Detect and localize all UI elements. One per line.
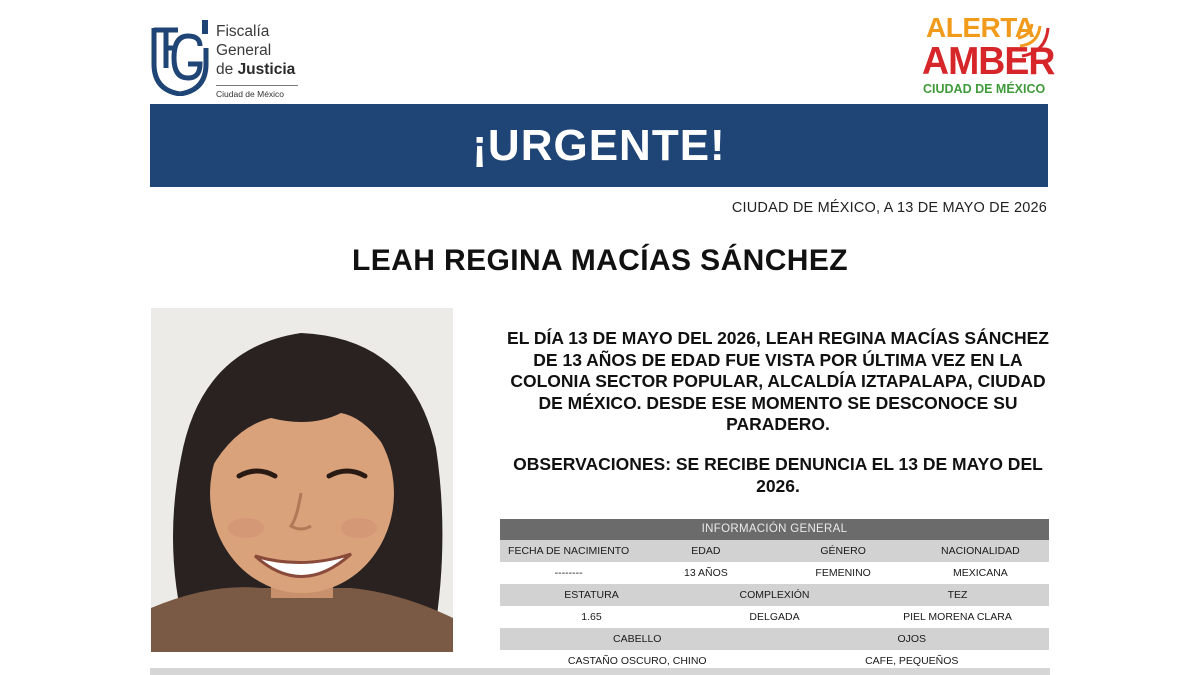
fgj-emblem-icon: [150, 18, 210, 96]
general-info-table: [500, 519, 1049, 672]
amber-amber-text: AMBER: [922, 40, 1055, 83]
info-table-title: INFORMACIÓN GENERAL: [500, 519, 1049, 540]
case-description: EL DÍA 13 DE MAYO DEL 2026, LEAH REGINA MACÍAS SÁNCHEZ DE 13 AÑOS DE EDAD FUE VISTA POR ÚLTIMA VEZ EN LA COLONIA SECTOR POPULAR, ALCALDÍA IZTAPALAPA, CIUDAD DE MÉXICO. DESDE ESE MOMENTO SE DESCONOCE SU PARADERO.: [507, 328, 1049, 434]
fgj-line3-prefix: de: [216, 61, 238, 78]
portrait-illustration: [151, 308, 453, 652]
fgj-line4: Ciudad de México: [216, 85, 298, 100]
portrait-photo: [151, 308, 453, 652]
fgj-line3-bold: Justicia: [237, 61, 296, 78]
table-row-values-1: [500, 562, 1049, 584]
fgj-wordmark: [216, 22, 298, 100]
urgent-banner: [150, 104, 1048, 187]
amber-city-text: CIUDAD DE MÉXICO: [923, 82, 1046, 96]
header-nationality: NACIONALIDAD: [940, 545, 1020, 557]
value-eyes: CAFE, PEQUEÑOS: [865, 655, 959, 667]
header-complexion: TEZ: [947, 589, 968, 601]
amber-alerta-text: ALERTA: [926, 12, 1035, 43]
table-row-values-2: [500, 606, 1049, 628]
value-gender: FEMENINO: [815, 567, 871, 579]
alerta-amber-logo: [920, 10, 1055, 102]
fgj-line2: General: [216, 42, 272, 59]
date-line: CIUDAD DE MÉXICO, A 13 DE MAYO DE 2026: [731, 200, 1047, 216]
table-row-headers-2: [500, 584, 1049, 606]
value-birthdate: --------: [554, 567, 583, 579]
value-nationality: MEXICANA: [952, 567, 1008, 579]
person-name: LEAH REGINA MACÍAS SÁNCHEZ: [352, 244, 848, 277]
value-hair: CASTAÑO OSCURO, CHINO: [567, 655, 707, 667]
header-birthdate: FECHA DE NACIMIENTO: [508, 545, 630, 557]
header-build: COMPLEXIÓN: [739, 589, 810, 601]
fgj-line3: [216, 60, 298, 79]
value-complexion: PIEL MORENA CLARA: [903, 611, 1012, 623]
fgj-line1: Fiscalía: [216, 23, 270, 40]
bottom-divider: [150, 668, 1050, 675]
header-height: ESTATURA: [564, 589, 619, 601]
urgent-title: ¡URGENTE!: [472, 120, 726, 170]
table-row-headers-3: [500, 628, 1049, 650]
header-age: EDAD: [691, 545, 721, 557]
value-build: DELGADA: [749, 611, 800, 623]
fgj-logo: [150, 14, 310, 98]
header-hair: CABELLO: [613, 633, 662, 645]
header-eyes: OJOS: [897, 633, 927, 645]
table-row-headers-1: [500, 540, 1049, 562]
value-age: 13 AÑOS: [683, 567, 728, 579]
header-gender: GÉNERO: [820, 545, 866, 557]
value-height: 1.65: [581, 611, 602, 623]
case-observations: OBSERVACIONES: SE RECIBE DENUNCIA EL 13 DE MAYO DEL 2026.: [513, 454, 1043, 496]
